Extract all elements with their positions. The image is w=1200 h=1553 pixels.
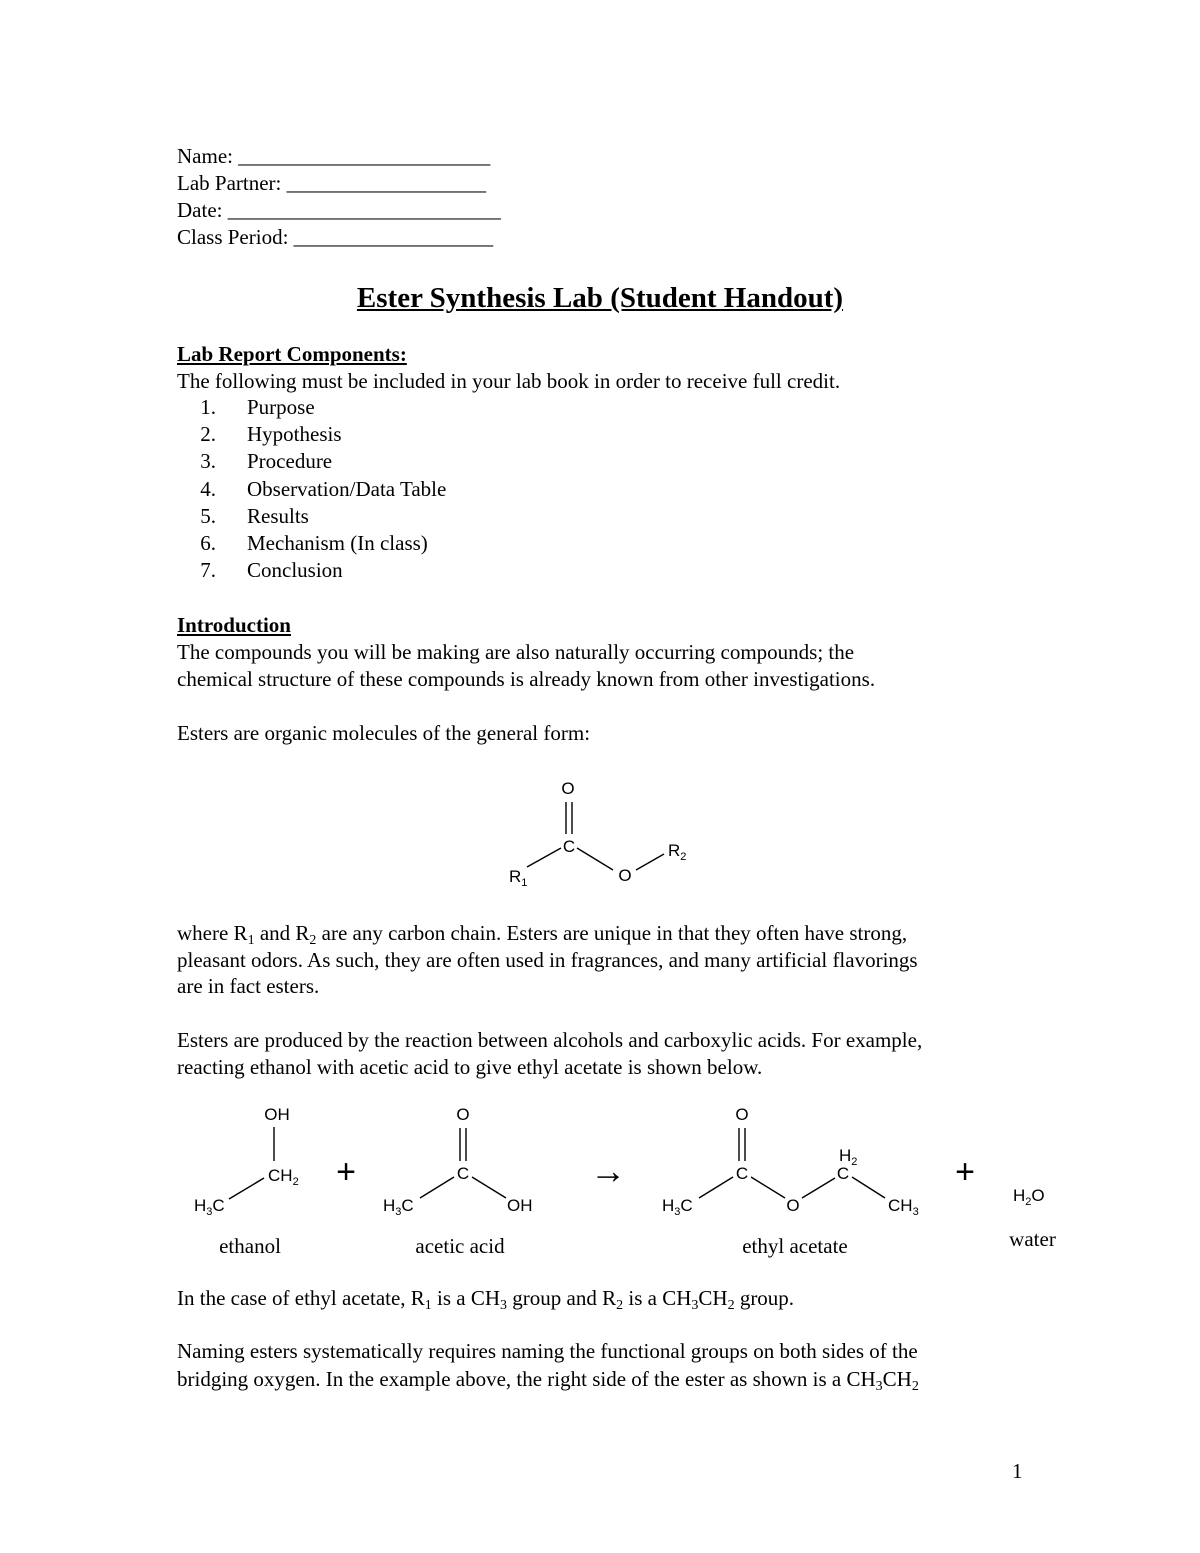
list-text: Purpose [247,395,315,419]
caption-acetic-acid: acetic acid [415,1234,505,1258]
caption-water: water [1009,1227,1056,1251]
components-intro: The following must be included in your lab book in order to receive full credit. [177,369,841,393]
where-line-1: where $R_1$ and $R_2$ are any carbon chain. Esters are unique in that they often have strong, [177,921,908,948]
bond-line [472,1177,506,1198]
name-field-label: Name: ________________________ [177,144,491,168]
acetic-acid-structure [383,1105,533,1218]
list-number: 5. [200,503,216,528]
esterification-reaction [180,1095,1080,1225]
where-line-2: pleasant odors. As such, they are often used in fragrances, and many artificial flavorings [177,948,918,972]
components-heading: Lab Report Components: [177,342,407,366]
introduction-heading: Introduction [177,613,291,637]
ester-o-label: O [786,1196,800,1215]
ethyl-acetate-structure [662,1105,919,1218]
list-number: 6. [200,530,216,555]
where-line-3: are in fact esters. [177,974,320,998]
case-line: In the case of ethyl acetate, $R_1$ is a $CH_3$ group and $R_2$ is a $CH_3CH_2$ group. [177,1286,795,1313]
bond-line [699,1177,733,1198]
ethanol-structure [194,1105,299,1218]
class-period-field-label: Class Period: ___________________ [177,225,494,249]
reaction-arrow: → [590,1150,626,1191]
carbon-label: C [456,1164,470,1183]
produced-line-2: reacting ethanol with acetic acid to give ethyl acetate is shown below. [177,1055,763,1079]
hydroxyl-label: OH [264,1105,290,1124]
page-number: 1 [1012,1459,1023,1483]
carbonyl-o-label: O [735,1105,749,1124]
caption-ethanol: ethanol [219,1234,281,1258]
naming-line-2: bridging oxygen. In the example above, the right side of the ester as shown is a $CH_3CH_2$ [177,1367,919,1394]
plus-sign: + [336,1153,356,1191]
ch2-label: $CH_2$ [268,1166,299,1188]
intro-line-1: The compounds you will be making are also naturally occurring compounds; the [177,640,855,664]
lab-partner-field-label: Lab Partner: ___________________ [177,171,487,195]
list-text: Procedure [247,449,333,474]
esters-general-form: Esters are organic molecules of the general form: [177,721,591,745]
water-formula: $H_2O$ [1013,1186,1045,1208]
list-text: Observation/Data Table [247,476,447,501]
intro-line-2: chemical structure of these compounds is already known from other investigations. [177,667,876,691]
produced-line-1: Esters are produced by the reaction between alcohols and carboxylic acids. For example, [177,1028,923,1052]
carbonyl-o-label: O [456,1105,470,1124]
r1-label: $R_1$ [509,867,528,889]
caption-ethyl-acetate: ethyl acetate [742,1234,848,1258]
plus-sign: + [955,1153,975,1191]
list-text: Mechanism (In class) [247,530,428,555]
page-title: Ester Synthesis Lab (Student Handout) [356,282,844,314]
bond-line [229,1178,264,1199]
list-text: Hypothesis [247,422,342,447]
hydroxyl-label: OH [507,1196,533,1215]
list-number: 4. [200,476,216,501]
date-field-label: Date: __________________________ [177,198,501,222]
carbon-label: C [735,1164,749,1183]
carbon-label: C [562,837,576,856]
r2-label: $R_2$ [668,841,687,863]
bond-line [527,848,561,867]
h3c-label: $H_3C$ [662,1196,693,1218]
ester-o-label: O [618,866,632,885]
list-text: Conclusion [247,558,343,583]
list-number: 3. [200,449,216,474]
h2-label: $H_2$ [839,1146,858,1168]
bond-line [802,1178,835,1198]
list-number: 7. [200,558,216,583]
bond-line [751,1177,785,1198]
bond-line [420,1177,454,1198]
carbon-label: C [836,1164,850,1183]
list-text: Results [247,503,309,528]
list-number: 2. [200,422,216,447]
list-number: 1. [200,395,216,419]
h3c-label: $H_3C$ [383,1196,414,1218]
bond-line [636,854,664,870]
bond-line [852,1177,885,1198]
bond-line [577,848,613,870]
ester-general-structure [495,770,705,890]
ch3-label: $CH_3$ [888,1196,919,1218]
carbonyl-o-label: O [561,779,575,798]
naming-line-1: Naming esters systematically requires naming the functional groups on both sides of the [177,1339,918,1363]
h3c-label: $H_3C$ [194,1196,225,1218]
